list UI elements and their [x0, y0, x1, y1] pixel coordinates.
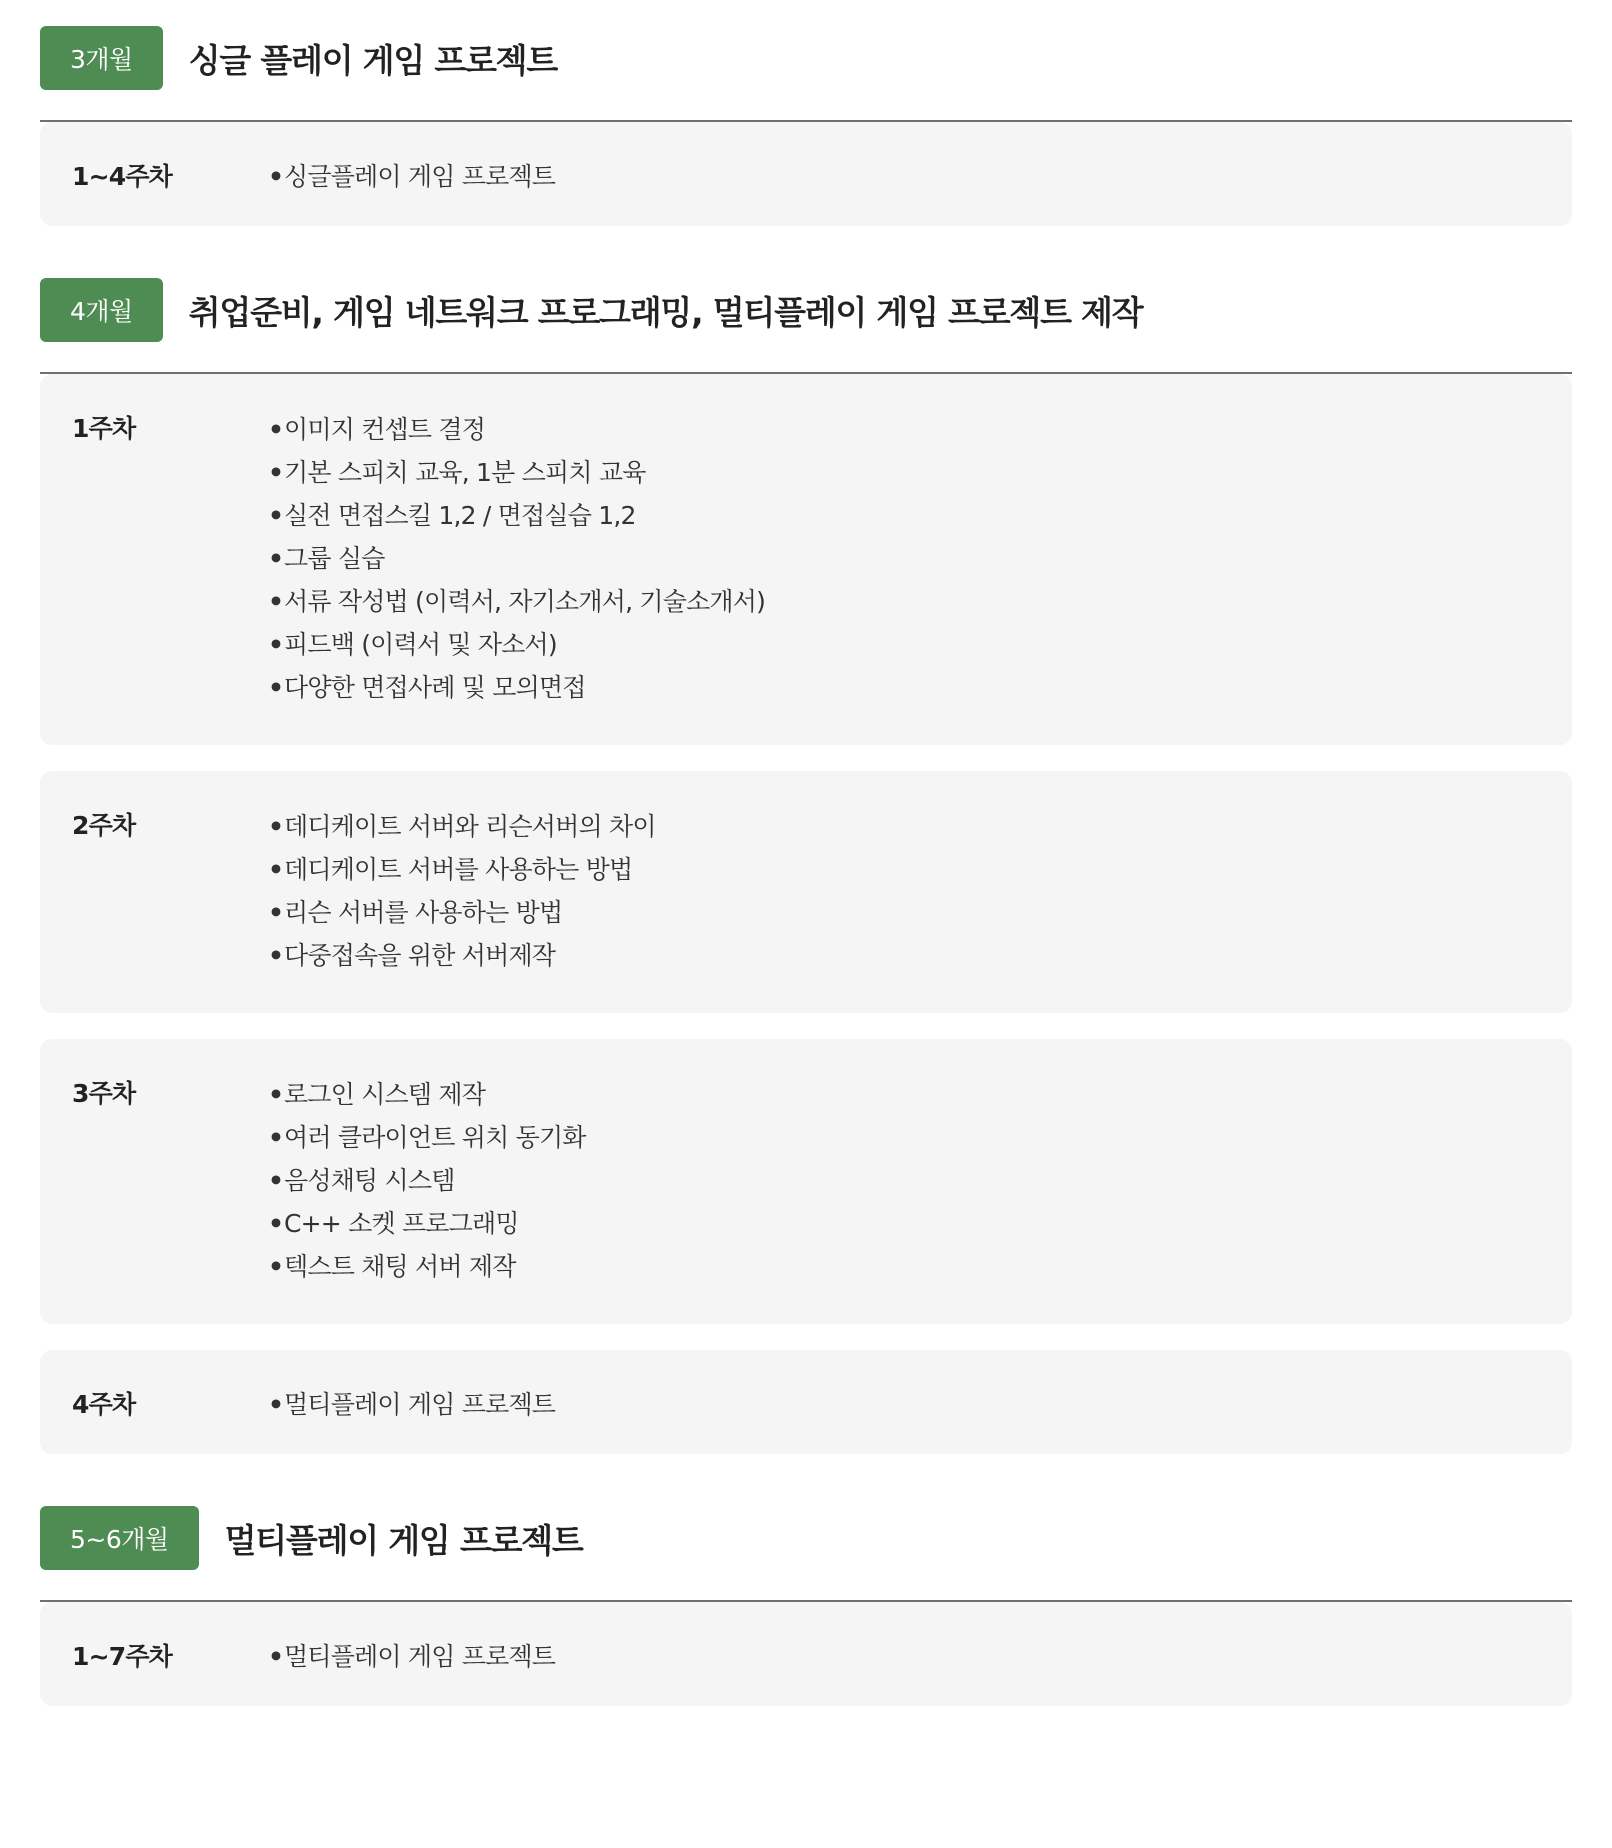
bullet-icon: •	[268, 941, 284, 970]
period-badge: 5~6개월	[40, 1506, 199, 1570]
week-item-text: 피드백 (이력서 및 자소서)	[284, 630, 557, 659]
bullet-icon: •	[268, 1080, 284, 1109]
week-item-text: 다중접속을 위한 서버제작	[284, 941, 556, 970]
period-badge: 3개월	[40, 26, 163, 90]
period-badge: 4개월	[40, 278, 163, 342]
week-item-list	[268, 412, 765, 713]
week-item	[268, 662, 765, 713]
week-label: 1주차	[72, 414, 136, 443]
week-item-list	[268, 1640, 555, 1674]
week-item-text: 데디케이트 서버와 리슨서버의 차이	[284, 812, 656, 841]
week-item-list	[268, 809, 656, 981]
week-item-text: 음성채팅 시스템	[284, 1166, 455, 1195]
week-item-text: 다양한 면접사례 및 모의면접	[284, 673, 586, 702]
week-label: 4주차	[72, 1390, 136, 1419]
section-title: 멀티플레이 게임 프로젝트	[224, 1520, 583, 1560]
curriculum-section	[40, 26, 1572, 226]
curriculum-section	[40, 1506, 1572, 1706]
bullet-icon: •	[268, 1642, 284, 1671]
week-item-text: 멀티플레이 게임 프로젝트	[284, 1642, 556, 1671]
bullet-icon: •	[268, 1209, 284, 1238]
bullet-icon: •	[268, 1390, 284, 1419]
section-header	[40, 26, 1572, 90]
week-item-text: 이미지 컨셉트 결정	[284, 415, 486, 444]
week-block	[40, 1602, 1572, 1706]
week-label: 1~4주차	[72, 162, 173, 191]
week-block	[40, 374, 1572, 745]
week-label: 3주차	[72, 1079, 136, 1108]
bullet-icon: •	[268, 1123, 284, 1152]
week-block	[40, 771, 1572, 1013]
week-block	[40, 1039, 1572, 1324]
bullet-icon: •	[268, 673, 284, 702]
week-item-text: 로그인 시스템 제작	[284, 1080, 486, 1109]
week-item	[268, 160, 555, 194]
section-title: 싱글 플레이 게임 프로젝트	[188, 40, 558, 80]
bullet-icon: •	[268, 587, 284, 616]
week-label: 1~7주차	[72, 1642, 173, 1671]
week-item-text: 서류 작성법 (이력서, 자기소개서, 기술소개서)	[284, 587, 766, 616]
section-header	[40, 1506, 1572, 1570]
curriculum-section	[40, 278, 1572, 1454]
week-item-list	[268, 1077, 586, 1292]
week-item-text: 기본 스피치 교육, 1분 스피치 교육	[284, 458, 646, 487]
week-item-text: 텍스트 채팅 서버 제작	[284, 1252, 516, 1281]
week-item	[268, 930, 656, 981]
bullet-icon: •	[268, 415, 284, 444]
week-item-text: C++ 소켓 프로그래밍	[284, 1209, 519, 1238]
bullet-icon: •	[268, 1166, 284, 1195]
bullet-icon: •	[268, 501, 284, 530]
week-item-list	[268, 160, 555, 194]
bullet-icon: •	[268, 855, 284, 884]
bullet-icon: •	[268, 898, 284, 927]
week-item-list	[268, 1388, 555, 1422]
week-item-text: 실전 면접스킬 1,2 / 면접실습 1,2	[284, 501, 636, 530]
week-label: 2주차	[72, 811, 136, 840]
week-item-text: 싱글플레이 게임 프로젝트	[284, 162, 556, 191]
bullet-icon: •	[268, 162, 284, 191]
week-item-text: 리슨 서버를 사용하는 방법	[284, 898, 563, 927]
bullet-icon: •	[268, 458, 284, 487]
week-item-text: 데디케이트 서버를 사용하는 방법	[284, 855, 633, 884]
bullet-icon: •	[268, 544, 284, 573]
week-item	[268, 1640, 555, 1674]
bullet-icon: •	[268, 812, 284, 841]
week-block	[40, 1350, 1572, 1454]
section-title: 취업준비, 게임 네트워크 프로그래밍, 멀티플레이 게임 프로젝트 제작	[188, 292, 1143, 332]
bullet-icon: •	[268, 1252, 284, 1281]
week-item	[268, 1388, 555, 1422]
section-header	[40, 278, 1572, 342]
week-item-text: 여러 클라이언트 위치 동기화	[284, 1123, 586, 1152]
week-item-text: 멀티플레이 게임 프로젝트	[284, 1390, 556, 1419]
week-block	[40, 122, 1572, 226]
week-item	[268, 1241, 586, 1292]
bullet-icon: •	[268, 630, 284, 659]
week-item-text: 그룹 실습	[284, 544, 385, 573]
